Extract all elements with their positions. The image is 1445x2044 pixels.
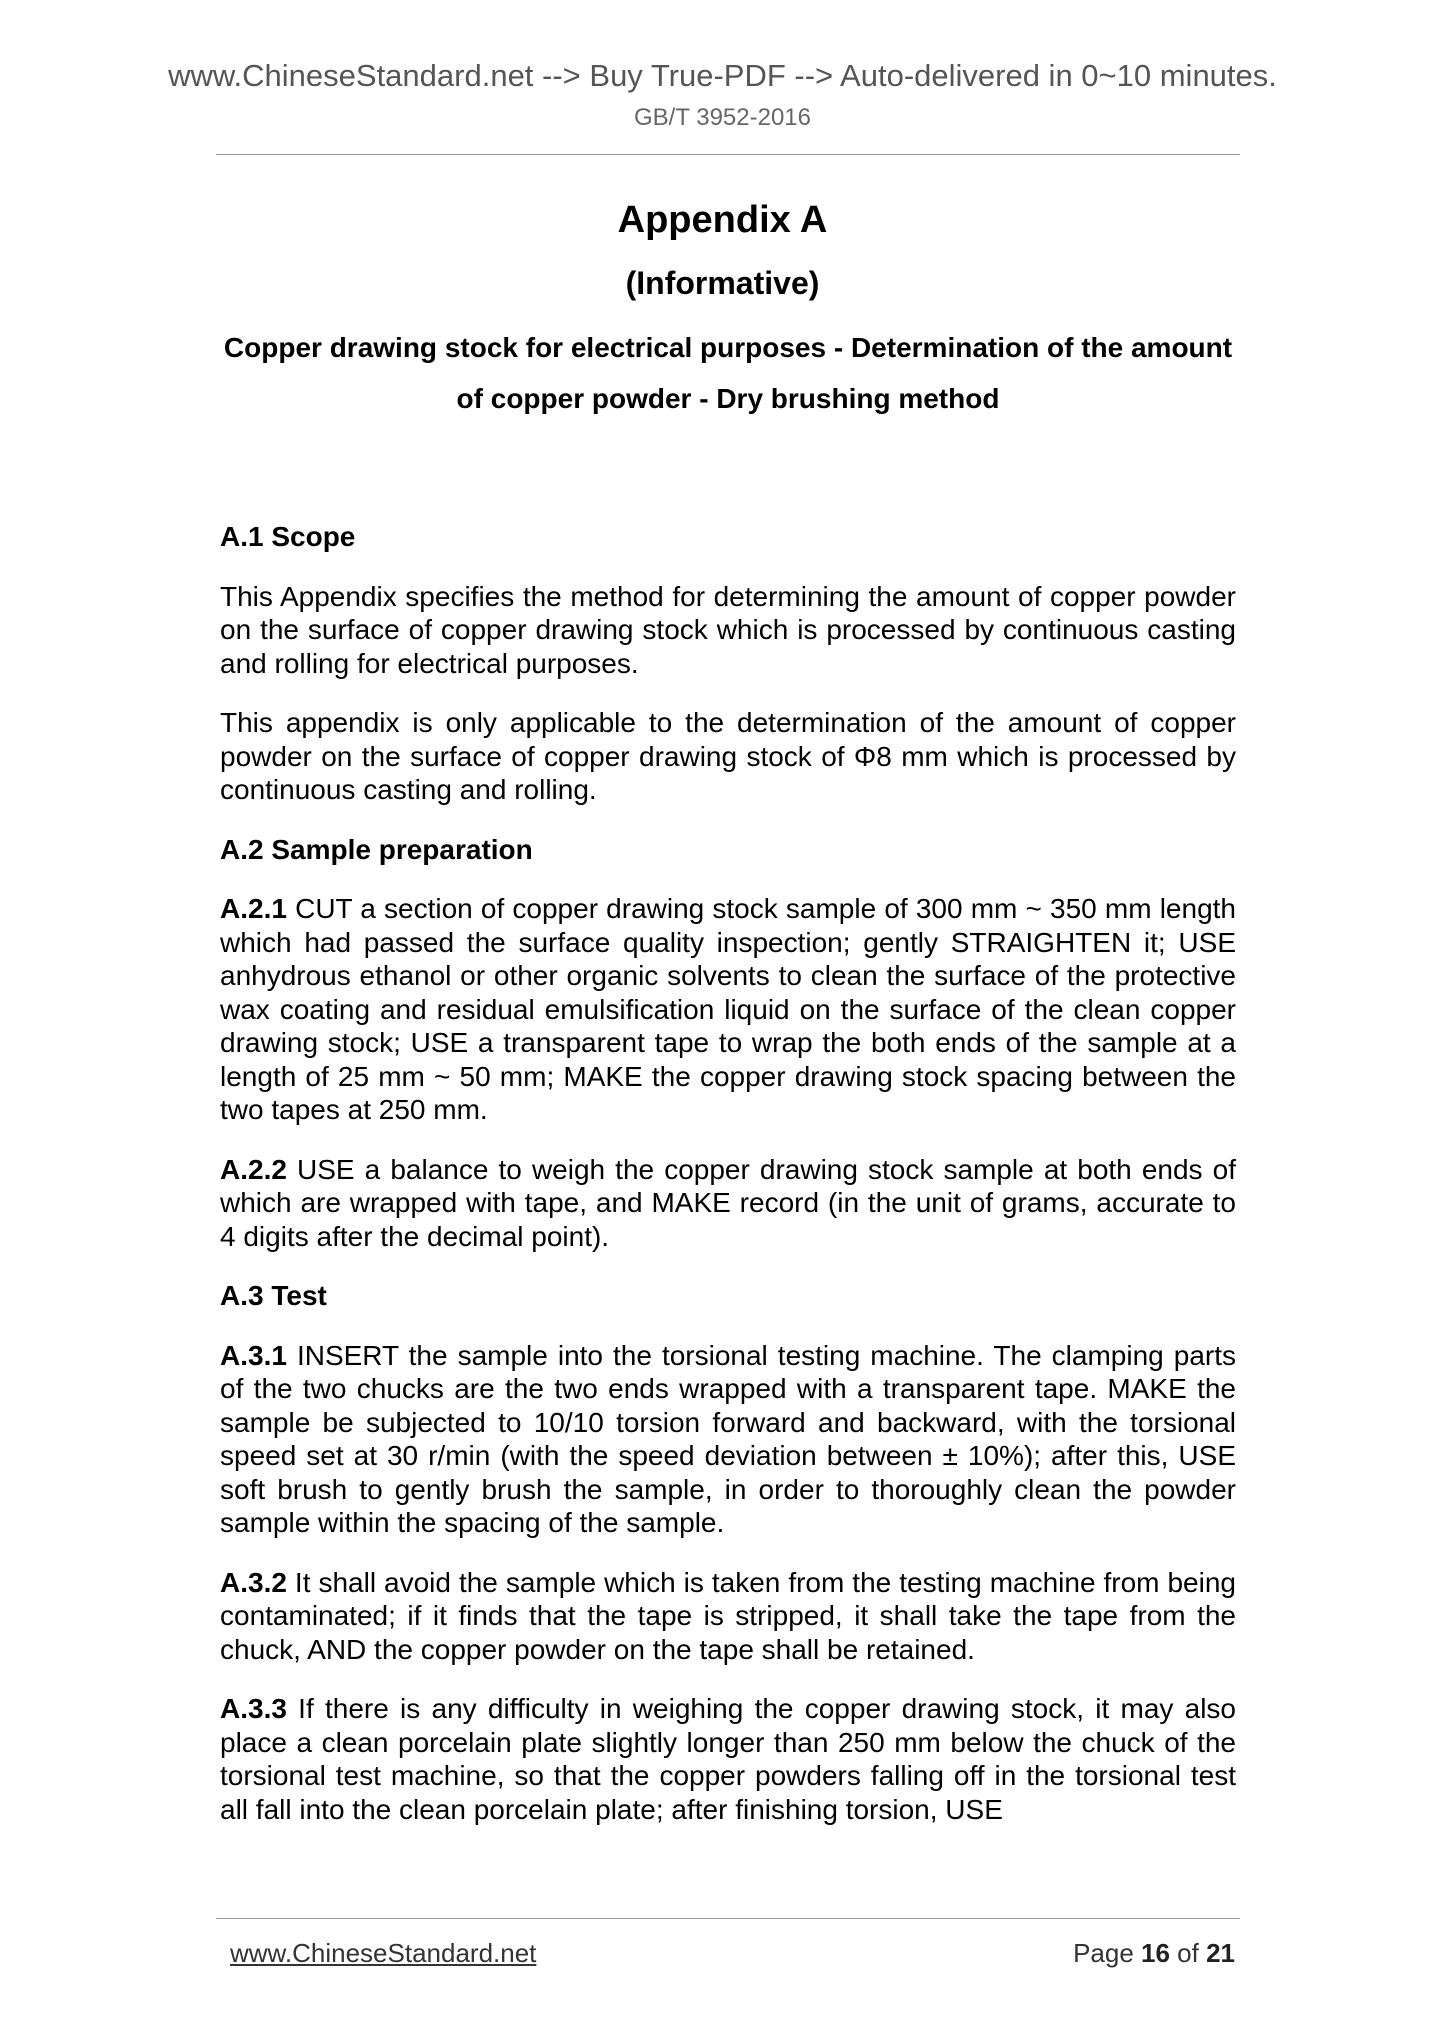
clause-text: INSERT the sample into the torsional testing machine. The clamping parts of the two chucks are the two ends wrapped with a transparent tape. MAKE the sample be subjected to 10/10 torsion forward and backward, with the torsional speed set at 30 r/min (with the speed deviation between ± 10%); after this, USE soft brush to gently brush the sample, in order to thoroughly clean the powder sample within the spacing of the sample. <box>220 1339 1236 1538</box>
document-code: GB/T 3952-2016 <box>633 104 811 131</box>
footer-divider <box>216 1918 1240 1919</box>
section-heading-a1: A.1 Scope <box>220 521 356 552</box>
clause-a3-1 <box>220 1339 1236 1540</box>
page-number <box>1073 1938 1235 1968</box>
clause-text: If there is any difficulty in weighing the copper drawing stock, it may also place a clean porcelain plate slightly longer than 250 mm below the chuck of the torsional test machine, so that the copper powders falling off in the torsional test all fall into the clean porcelain plate; after finishing torsion, USE <box>220 1693 1236 1825</box>
appendix-type: (Informative) <box>625 265 820 301</box>
section-heading-a2: A.2 Sample preparation <box>220 833 533 865</box>
clause-a2-2 <box>220 1153 1236 1254</box>
clause-a3-3 <box>220 1692 1236 1826</box>
paragraph: This Appendix specifies the method for determining the amount of copper powder on the surface of copper drawing stock which is processed by continuous casting and rolling for electrical purposes. <box>220 580 1236 679</box>
top-banner: www.ChineseStandard.net --> Buy True-PDF --> Auto-delivered in 0~10 minutes. <box>168 58 1277 93</box>
clause-text: It shall avoid the sample which is taken from the testing machine from being contaminated; if it finds that the tape is stripped, it shall take the tape from the chuck, AND the copper powder on the tape shall be retained. <box>220 1566 1236 1665</box>
section-heading-a3: A.3 Test <box>220 1280 327 1311</box>
appendix-title: Appendix A <box>617 199 828 241</box>
document-body <box>220 520 1236 1852</box>
clause-number: A.2.1 <box>220 893 287 924</box>
clause-a3-2 <box>220 1566 1236 1667</box>
header-divider <box>216 154 1240 155</box>
clause-a2-1 <box>220 892 1236 1127</box>
clause-number: A.3.2 <box>220 1566 287 1598</box>
clause-text: CUT a section of copper drawing stock sample of 300 mm ~ 350 mm length which had passed the surface quality inspection; gently STRAIGHTEN it; USE anhydrous ethanol or other organic solvents to clean the surface of the protective wax coating and residual emulsification liquid on the surface of the clean copper drawing stock; USE a transparent tape to wrap the both ends of the sample at a length of 25 mm ~ 50 mm; MAKE the copper drawing stock spacing between the two tapes at 250 mm. <box>220 893 1236 1125</box>
page-current: 16 <box>1141 1938 1170 1968</box>
clause-number: A.3.1 <box>220 1339 287 1371</box>
appendix-description: Copper drawing stock for electrical purposes - Determination of the amount of copper powder - Dry brushing method <box>223 332 1233 414</box>
clause-text: USE a balance to weigh the copper drawing stock sample at both ends of which are wrapped with tape, and MAKE record (in the unit of grams, accurate to 4 digits after the decimal point). <box>220 1153 1236 1252</box>
page-total: 21 <box>1206 1938 1235 1968</box>
page-label: Page <box>1073 1938 1142 1968</box>
clause-number: A.2.2 <box>220 1153 287 1185</box>
clause-number: A.3.3 <box>220 1693 287 1724</box>
page-of: of <box>1169 1938 1207 1968</box>
paragraph: This appendix is only applicable to the determination of the amount of copper powder on the surface of copper drawing stock of Φ8 mm which is processed by continuous casting and rolling. <box>220 707 1236 805</box>
footer-website-link[interactable]: www.ChineseStandard.net <box>230 1938 537 1968</box>
